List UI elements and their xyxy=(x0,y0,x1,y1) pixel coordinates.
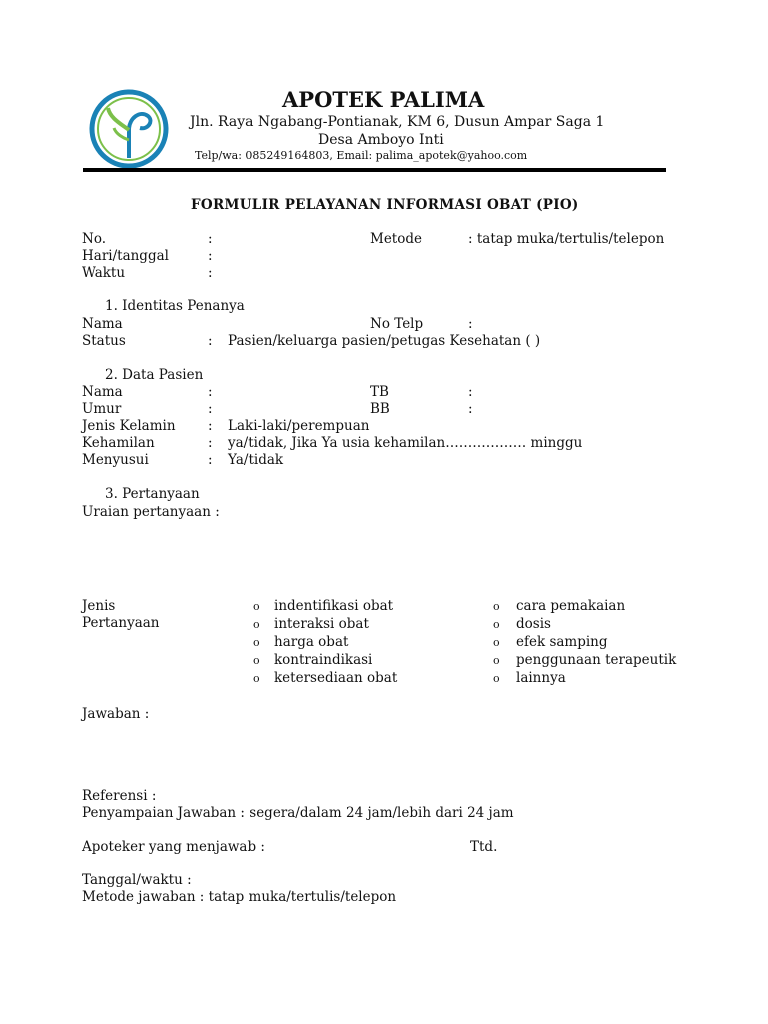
option-bullet-icon: o xyxy=(493,654,500,667)
address-line-2: Desa Amboyo Inti xyxy=(318,132,444,148)
label-metode: Metode xyxy=(370,231,422,247)
colon: : xyxy=(208,435,213,451)
option-right: dosis xyxy=(516,616,551,632)
option-bullet-icon: o xyxy=(253,672,260,685)
option-right: efek samping xyxy=(516,634,608,650)
label-tb: TB xyxy=(370,384,389,400)
label-tanggal-waktu: Tanggal/waktu : xyxy=(82,872,192,888)
address-line-1: Jln. Raya Ngabang-Pontianak, KM 6, Dusun Ampar Saga 1 xyxy=(190,114,605,130)
option-bullet-icon: o xyxy=(493,600,500,613)
option-bullet-icon: o xyxy=(253,636,260,649)
label-ttd: Ttd. xyxy=(470,839,498,855)
option-left: kontraindikasi xyxy=(274,652,373,668)
jenis-kelamin-value: Laki-laki/perempuan xyxy=(228,418,370,434)
label-nama-pasien: Nama xyxy=(82,384,123,400)
pharmacy-name: APOTEK PALIMA xyxy=(282,87,485,112)
label-no-telp: No Telp xyxy=(370,316,424,332)
header-divider xyxy=(83,168,666,172)
label-hari-tanggal: Hari/tanggal xyxy=(82,248,169,264)
colon: : xyxy=(208,333,213,349)
form-title: FORMULIR PELAYANAN INFORMASI OBAT (PIO) xyxy=(191,197,579,213)
option-left: interaksi obat xyxy=(274,616,369,632)
colon: : xyxy=(208,231,213,247)
option-bullet-icon: o xyxy=(493,636,500,649)
option-bullet-icon: o xyxy=(493,672,500,685)
section-3-heading: 3. Pertanyaan xyxy=(105,486,200,502)
option-right: cara pemakaian xyxy=(516,598,626,614)
label-status: Status xyxy=(82,333,126,349)
option-right: penggunaan terapeutik xyxy=(516,652,677,668)
contact-info: Telp/wa: 085249164803, Email: palima_apotek@yahoo.com xyxy=(195,149,528,162)
label-uraian-pertanyaan: Uraian pertanyaan : xyxy=(82,504,220,520)
option-left: ketersediaan obat xyxy=(274,670,398,686)
option-right: lainnya xyxy=(516,670,566,686)
status-value: Pasien/keluarga pasien/petugas Kesehatan ( ) xyxy=(228,333,541,349)
label-menyusui: Menyusui xyxy=(82,452,149,468)
label-jawaban: Jawaban : xyxy=(82,706,150,722)
label-bb: BB xyxy=(370,401,390,417)
colon: : xyxy=(208,401,213,417)
label-jenis-kelamin: Jenis Kelamin xyxy=(82,418,176,434)
option-bullet-icon: o xyxy=(253,600,260,613)
label-jenis: Jenis xyxy=(82,598,116,614)
colon: : xyxy=(468,401,473,417)
label-umur: Umur xyxy=(82,401,122,417)
colon: : xyxy=(208,418,213,434)
colon: : xyxy=(208,248,213,264)
section-1-heading: 1. Identitas Penanya xyxy=(105,298,245,314)
option-bullet-icon: o xyxy=(253,654,260,667)
penyampaian-jawaban: Penyampaian Jawaban : segera/dalam 24 jam/lebih dari 24 jam xyxy=(82,805,514,821)
colon: : xyxy=(208,384,213,400)
kehamilan-value: ya/tidak, Jika Ya usia kehamilan……………… minggu xyxy=(228,435,583,451)
colon: : xyxy=(468,384,473,400)
label-no: No. xyxy=(82,231,106,247)
section-2-heading: 2. Data Pasien xyxy=(105,367,204,383)
label-kehamilan: Kehamilan xyxy=(82,435,155,451)
option-left: harga obat xyxy=(274,634,349,650)
metode-value: : tatap muka/tertulis/telepon xyxy=(468,231,665,247)
colon: : xyxy=(468,316,473,332)
colon: : xyxy=(208,265,213,281)
metode-jawaban: Metode jawaban : tatap muka/tertulis/telepon xyxy=(82,889,397,905)
option-bullet-icon: o xyxy=(493,618,500,631)
option-left: indentifikasi obat xyxy=(274,598,394,614)
label-waktu: Waktu xyxy=(82,265,126,281)
option-bullet-icon: o xyxy=(253,618,260,631)
menyusui-value: Ya/tidak xyxy=(228,452,284,468)
label-pertanyaan: Pertanyaan xyxy=(82,615,160,631)
label-apoteker: Apoteker yang menjawab : xyxy=(82,839,265,855)
label-referensi: Referensi : xyxy=(82,788,157,804)
pharmacy-logo xyxy=(88,88,170,170)
colon: : xyxy=(208,452,213,468)
label-nama-penanya: Nama xyxy=(82,316,123,332)
